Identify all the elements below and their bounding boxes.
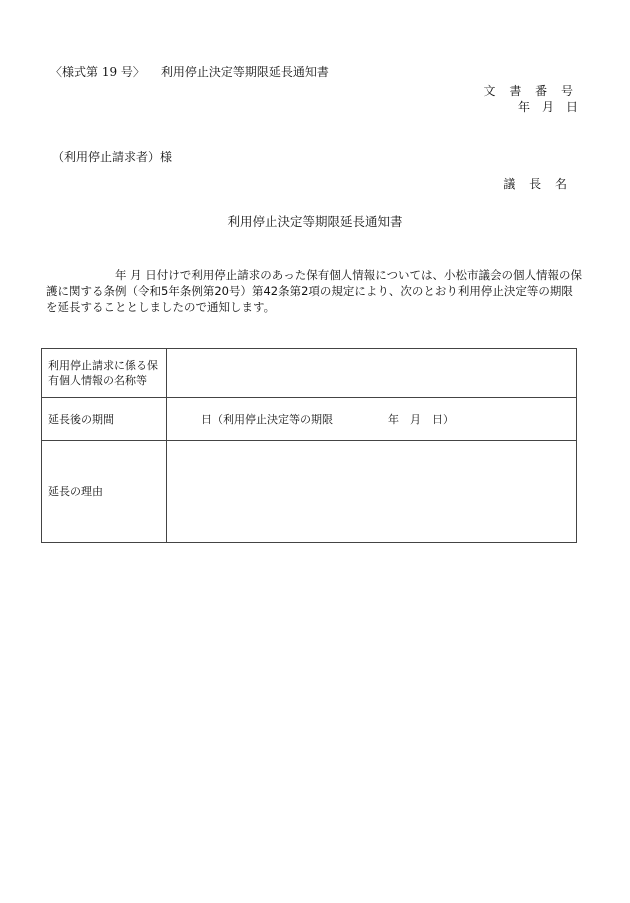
body-text [46, 267, 586, 315]
body-line: 護に関する条例（令和5年条例第20号）第42条第2項の規定により、次のとおり利用停止決定等の期限 [46, 284, 573, 298]
form-title: 利用停止決定等期限延長通知書 [160, 65, 329, 79]
table-row [42, 349, 577, 398]
document-number-label: 文 書 番 号 [483, 84, 578, 98]
extension-reason-label: 延長の理由 [42, 441, 167, 543]
extension-reason-value [167, 441, 577, 543]
table-row [42, 398, 577, 441]
extended-period-label: 延長後の期間 [42, 398, 167, 441]
extension-details-table [41, 348, 577, 543]
addressee: （利用停止請求者）様 [52, 150, 173, 164]
form-number: 〈様式第 19 号〉 [50, 65, 145, 79]
extended-period-value: 日（利用停止決定等の期限 年 月 日） [167, 398, 577, 441]
body-line: 年 月 日付けで利用停止請求のあった保有個人情報については、小松市議会の個人情報の保 [46, 268, 582, 282]
chairman-name: 議 長 名 [503, 177, 572, 191]
date-label: 年 月 日 [517, 100, 578, 114]
table-row [42, 441, 577, 543]
form-header [50, 63, 329, 80]
info-name-label: 利用停止請求に係る保有個人情報の名称等 [42, 349, 167, 398]
info-name-value [167, 349, 577, 398]
document-title: 利用停止決定等期限延長通知書 [227, 214, 403, 229]
body-line: を延長することとしましたので通知します。 [46, 300, 276, 314]
